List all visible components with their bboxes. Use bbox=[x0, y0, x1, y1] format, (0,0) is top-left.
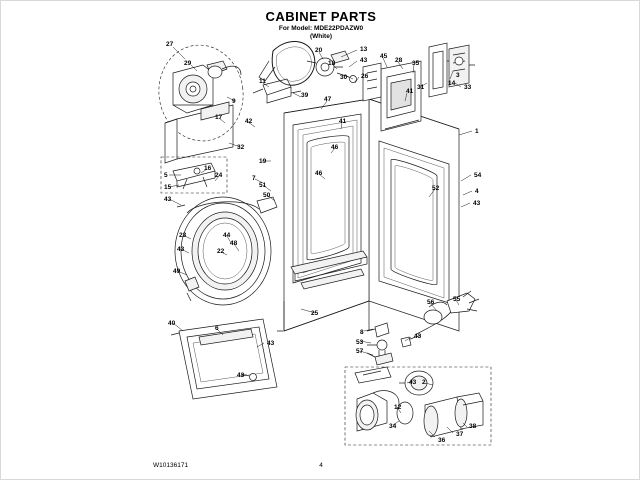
callout-14: 14 bbox=[448, 80, 456, 87]
callout-5: 5 bbox=[164, 172, 168, 179]
callout-53: 53 bbox=[356, 339, 364, 346]
callout-24: 24 bbox=[215, 172, 223, 179]
callout-23: 23 bbox=[179, 232, 187, 239]
callout-55: 55 bbox=[453, 296, 461, 303]
callout-52: 52 bbox=[432, 185, 440, 192]
callout-26: 26 bbox=[361, 73, 369, 80]
callout-44: 44 bbox=[223, 232, 231, 239]
callout-8: 8 bbox=[360, 329, 364, 336]
callout-33: 33 bbox=[464, 84, 472, 91]
callout-43-f: 43 bbox=[267, 340, 275, 347]
callout-41-b: 41 bbox=[339, 118, 347, 125]
callout-57: 57 bbox=[356, 348, 364, 355]
model-variant: (White) bbox=[309, 33, 333, 40]
callout-51: 51 bbox=[259, 182, 267, 189]
callout-54: 54 bbox=[474, 172, 482, 179]
callout-43-a: 43 bbox=[360, 57, 368, 64]
callout-46-a: 46 bbox=[331, 144, 339, 151]
footer-document-code: W10136171 bbox=[153, 462, 189, 469]
callout-3: 3 bbox=[456, 72, 460, 79]
callout-35: 35 bbox=[412, 60, 420, 67]
callout-28: 28 bbox=[395, 57, 403, 64]
callout-43-b: 43 bbox=[473, 200, 481, 207]
callout-45: 45 bbox=[380, 53, 388, 60]
callout-31: 31 bbox=[417, 84, 425, 91]
footer-page-number: 4 bbox=[319, 462, 323, 469]
callout-38: 38 bbox=[469, 423, 477, 430]
callout-4: 4 bbox=[475, 188, 479, 195]
callout-7: 7 bbox=[252, 175, 256, 182]
callout-40: 40 bbox=[168, 320, 176, 327]
callout-18: 18 bbox=[328, 60, 336, 67]
callout-22: 22 bbox=[217, 248, 225, 255]
callout-11: 11 bbox=[259, 78, 266, 85]
callout-43-d: 43 bbox=[177, 246, 185, 253]
callout-47: 47 bbox=[324, 96, 332, 103]
callout-1: 1 bbox=[475, 128, 479, 135]
cabinet-parts-illustration bbox=[1, 1, 640, 481]
callout-15: 15 bbox=[164, 184, 172, 191]
callout-19: 19 bbox=[259, 158, 267, 165]
model-line: For Model: MDE22PDAZW0 bbox=[278, 25, 364, 32]
callout-2: 2 bbox=[422, 379, 426, 386]
callout-49: 49 bbox=[173, 268, 181, 275]
callout-30: 30 bbox=[340, 74, 348, 81]
callout-43-e: 43 bbox=[414, 333, 422, 340]
callout-12: 12 bbox=[394, 404, 402, 411]
callout-50: 50 bbox=[263, 192, 271, 199]
callout-46-b: 46 bbox=[315, 170, 323, 177]
callout-16: 16 bbox=[204, 165, 212, 172]
callout-13: 13 bbox=[360, 46, 368, 53]
callout-25: 25 bbox=[311, 310, 319, 317]
callout-37: 37 bbox=[456, 431, 464, 438]
callout-20: 20 bbox=[315, 47, 323, 54]
callout-43-c: 43 bbox=[164, 196, 172, 203]
callout-43-h: 43 bbox=[409, 379, 417, 386]
callout-42: 42 bbox=[245, 118, 253, 125]
callout-32: 32 bbox=[237, 144, 245, 151]
callout-41-a: 41 bbox=[406, 88, 414, 95]
callout-39: 39 bbox=[301, 92, 309, 99]
callout-36: 36 bbox=[438, 437, 446, 444]
callout-43-g: 43 bbox=[237, 372, 245, 379]
callout-34: 34 bbox=[389, 423, 397, 430]
callout-17: 17 bbox=[215, 114, 223, 121]
callout-48: 48 bbox=[230, 240, 238, 247]
callout-29: 29 bbox=[184, 60, 192, 67]
callout-9: 9 bbox=[232, 98, 236, 105]
callout-27: 27 bbox=[166, 41, 174, 48]
callout-56: 56 bbox=[427, 299, 435, 306]
page-title: CABINET PARTS bbox=[265, 9, 377, 24]
callout-6: 6 bbox=[215, 325, 219, 332]
